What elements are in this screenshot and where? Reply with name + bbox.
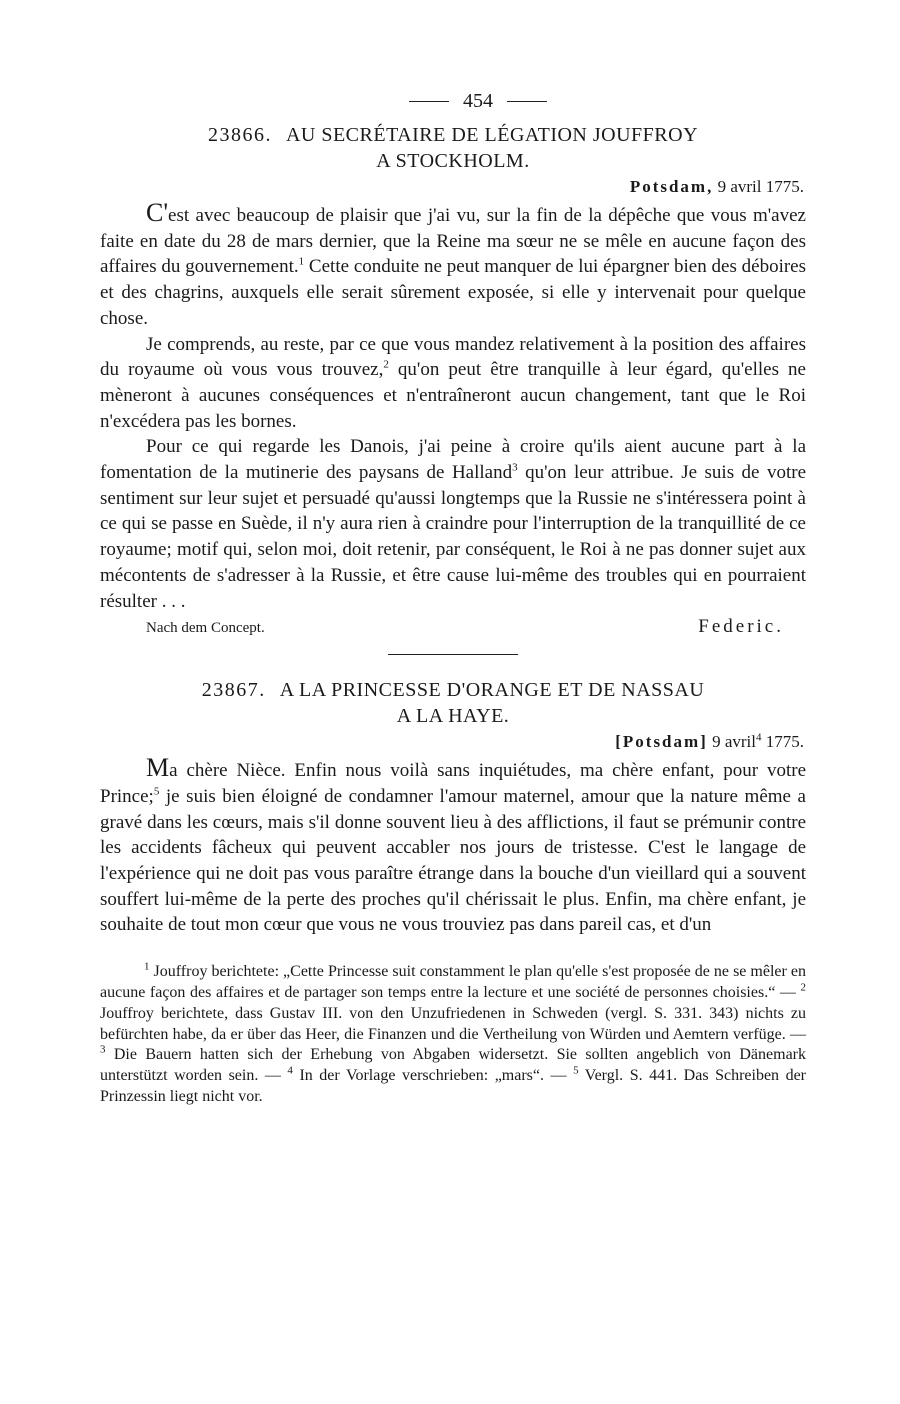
letter-date-year: 1775. [761, 732, 804, 752]
footnote-mark: 1 [144, 960, 150, 973]
footnote-mark: 3 [100, 1044, 106, 1057]
paragraph-text: Ma chère Nièce. Enfin nous voilà sans inquiétudes, ma chère enfant, pour votre Prince; [100, 753, 806, 807]
signature-row [100, 616, 806, 638]
paragraph-text: je suis bien éloigné de condamner l'amour maternel, amour que la nature même a gravé dans les cœurs, mais s'il donne souvent lieu à des afflictions, il faut se prémunir contre les accidents fâcheux qui peuvent accabler nos jours de tristesse. C'est le langage de l'expérience qui ne doit pas vous paraître étrange dans la bouche d'un vieillard qui a souvent souffert lui-même de la perte des proches qu'il chérissait le plus. Enfin, ma chère enfant, je souhaite de tout mon cœur que vous ne vous trouviez pas dans pareil cas, et d'un [100, 785, 806, 936]
footnote-ref: 4 [756, 731, 762, 744]
paragraph [100, 332, 806, 435]
signature: Federic. [698, 616, 784, 638]
right-rule [507, 101, 547, 102]
footnote-text: Jouffroy berichtete: „Cette Princesse suit constamment le plan qu'elle s'est proposée de ne se mêler en aucune façon des affaires et de partager son temps entre la lecture et une société de personnes choisies.“ — [100, 963, 806, 1001]
paragraph-text: Pour ce qui regarde les Danois, j'ai peine à croire qu'ils aient aucune part à la fomentation de la mutinerie des paysans de Halland [100, 436, 806, 484]
footnote-ref: 3 [512, 461, 518, 474]
footnote-text: Jouffroy berichtete, dass Gustav III. von den Unzufriedenen in Schweden (vergl. S. 331. 343) nichts zu befürchten habe, da er über das Heer, die Finanzen und die Vertheilung von Würden und Aemtern verfüge. — [100, 1004, 806, 1043]
paragraph [100, 434, 806, 614]
footnote-mark: 5 [573, 1064, 579, 1077]
paragraph-text: qu'on peut être tranquille à leur égard, qu'elles ne mèneront à aucunes conséquences et n'entraîneront aucun changement, tant que le Roi n'excédera pas les bornes. [100, 359, 806, 432]
letter-heading [100, 677, 806, 729]
paragraph [100, 200, 806, 332]
paragraph [100, 755, 806, 938]
footnote-block [100, 962, 806, 1108]
letter-23866 [100, 122, 806, 638]
footnote-text: Vergl. S. 441. Das Schreiben der Prinzessin liegt nicht vor. [100, 1067, 807, 1105]
letter-place: [Potsdam] [615, 732, 708, 752]
footnote-text: In der Vorlage verschrieben: „mars“. — [292, 1067, 574, 1085]
heading-line-1 [100, 677, 806, 703]
letter-23867 [100, 677, 806, 938]
footnote-ref: 5 [153, 785, 160, 798]
page-number: 454 [463, 89, 493, 112]
page-number-header [150, 86, 806, 116]
left-rule [409, 101, 449, 102]
section-separator [388, 654, 518, 655]
letter-heading [100, 122, 806, 174]
footnote-mark: 4 [287, 1064, 293, 1077]
letter-title-line-2: A STOCKHOLM. [376, 150, 530, 172]
paragraph-text: qu'on leur attribue. Je suis de votre sentiment sur leur sujet et persuadé qu'aussi longtemps que la Russie ne s'intéressera point à ce qui se passe en Suède, il n'y aura rien à craindre pour l'interruption de la tranquillité de ce royaume; motif qui, selon moi, doit retenir, par conséquent, le Roi à ne pas donner sujet aux mécontents de s'adresser à la Russie, et être cause lui-même des troubles qui en pourraient résulter . . . [100, 462, 806, 612]
footnote-text: Die Bauern hatten sich der Erhebung von Abgaben widersetzt. Sie sollten angeblich von Dänemark unterstützt worden sein. — [100, 1046, 806, 1085]
paragraph-text: Je comprends, au reste, par ce que vous mandez relativement à la position des affaires du royaume où vous vous trouvez, [100, 333, 806, 381]
footnote-mark: 2 [800, 981, 806, 994]
letter-title-line-1: A LA PRINCESSE D'ORANGE ET DE NASSAU [279, 679, 705, 702]
letter-body [100, 200, 806, 614]
letter-title-line-1: AU SECRÉTAIRE DE LÉGATION JOUFFROY [285, 124, 699, 146]
letter-date: 9 avril [712, 732, 756, 752]
footnote-ref: 2 [383, 358, 389, 371]
book-page [100, 86, 806, 1108]
letter-place: Potsdam, [629, 177, 714, 196]
paragraph-text: Cette conduite ne peut manquer de lui épargner bien des déboires et des chagrins, auxquels elle serait sûrement exposée, si elle y intervenait pour quelque chose. [100, 256, 806, 329]
place-date [100, 176, 806, 198]
letter-number: 23867. [201, 679, 266, 702]
letter-date: 9 avril 1775. [717, 177, 804, 196]
heading-line-1 [100, 122, 806, 148]
place-date [100, 731, 806, 753]
footnote-ref: 1 [298, 256, 305, 269]
letter-number: 23866. [207, 124, 272, 146]
source-note: Nach dem Concept. [146, 620, 265, 637]
footnotes [100, 962, 806, 1108]
letter-body [100, 755, 806, 938]
letter-title-line-2: A LA HAYE. [396, 705, 510, 728]
paragraph-text: C'est avec beaucoup de plaisir que j'ai vu, sur la fin de la dépêche que vous m'avez faite en date du 28 de mars dernier, que la Reine ma sœur ne se mêle en aucune façon des affaires du gouvernement. [100, 198, 806, 278]
